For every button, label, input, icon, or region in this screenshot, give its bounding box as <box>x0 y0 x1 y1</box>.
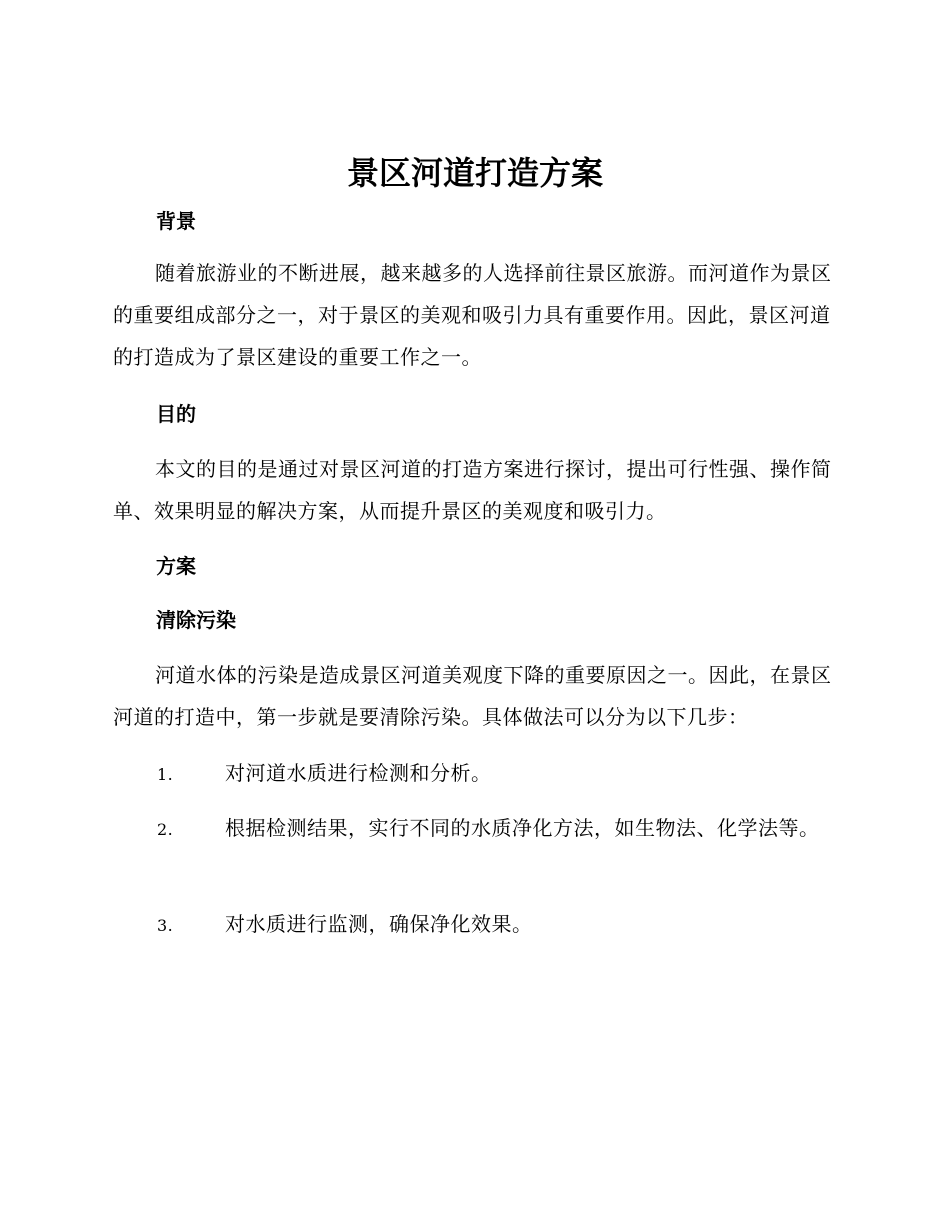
heading-plan: 方案 <box>156 554 196 578</box>
list-number: 3. <box>157 916 174 935</box>
list-number: 1. <box>157 765 174 784</box>
document-title: 景区河道打造方案 <box>346 154 603 192</box>
heading-background: 背景 <box>156 209 196 233</box>
list-text: 对河道水质进行检测和分析。 <box>225 761 492 785</box>
paragraph-background: 随着旅游业的不断进展，越来越多的人选择前往景区旅游。而河道作为景区的重要组成部分之一，对于景区的美观和吸引力具有重要作用。因此，景区河道的打造成为了景区建设的重要工作之一。 <box>113 261 832 369</box>
heading-purpose: 目的 <box>156 402 196 426</box>
list-text: 对水质进行监测，确保净化效果。 <box>225 912 533 936</box>
paragraph-cleanup: 河道水体的污染是造成景区河道美观度下降的重要原因之一。因此，在景区河道的打造中，第一步就是要清除污染。具体做法可以分为以下几步： <box>113 663 832 729</box>
list-item <box>113 807 833 851</box>
list-text: 根据检测结果，实行不同的水质净化方法，如生物法、化学法等。 <box>225 816 820 840</box>
list-item <box>113 903 833 947</box>
list-item <box>113 752 833 796</box>
paragraph-purpose: 本文的目的是通过对景区河道的打造方案进行探讨，提出可行性强、操作简单、效果明显的解决方案，从而提升景区的美观度和吸引力。 <box>113 457 832 523</box>
list-number: 2. <box>157 820 174 839</box>
heading-cleanup: 清除污染 <box>156 608 236 632</box>
